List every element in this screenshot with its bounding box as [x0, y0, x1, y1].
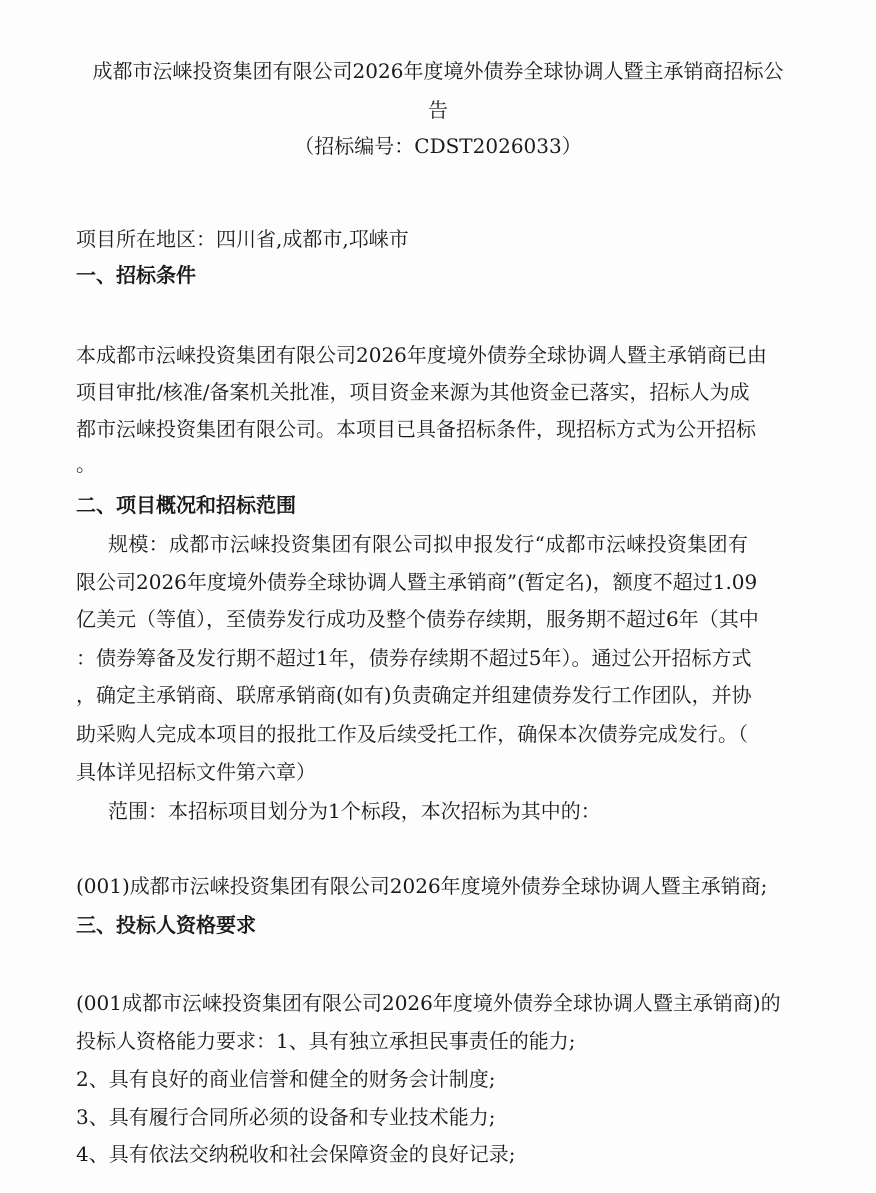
section-2-line-1: 规模：成都市沄崃投资集团有限公司拟申报发行“成都市沄崃投资集团有	[108, 532, 748, 556]
section-heading-1: 一、招标条件	[76, 263, 196, 287]
section-2-scope: 范围：本招标项目划分为1个标段，本次招标为其中的：	[108, 799, 601, 823]
tender-number: （招标编号：CDST2026033）	[294, 134, 582, 158]
section-3-line-3: 2、具有良好的商业信誉和健全的财务会计制度;	[76, 1067, 496, 1091]
section-2-line-2: 限公司2026年度境外债券全球协调人暨主承销商”(暂定名)，额度不超过1.09	[76, 570, 758, 594]
section-2-line-3: 亿美元（等值），至债券发行成功及整个债券存续期，服务期不超过6年（其中	[76, 607, 759, 631]
section-1-line-2: 项目审批/核准/备案机关批准，项目资金来源为其他资金已落实，招标人为成	[76, 380, 750, 404]
document-title-line-2: 告	[428, 98, 448, 122]
section-3-line-2: 投标人资格能力要求：1、具有独立承担民事责任的能力;	[76, 1029, 576, 1053]
section-2-line-4: ：债券筹备及发行期不超过1年，债券存续期不超过5年）。通过公开招标方式	[76, 646, 752, 670]
section-1-line-3: 都市沄崃投资集团有限公司。本项目已具备招标条件，现招标方式为公开招标	[76, 417, 756, 441]
section-2-line-5: ，确定主承销商、联席承销商(如有)负责确定并组建债券发行工作团队，并协	[76, 683, 752, 707]
section-2-line-6: 助采购人完成本项目的报批工作及后续受托工作，确保本次债券完成发行。（	[76, 722, 748, 746]
section-3-line-5: 4、具有依法交纳税收和社会保障资金的良好记录;	[76, 1142, 516, 1166]
section-heading-2: 二、项目概况和招标范围	[76, 493, 296, 517]
section-3-line-4: 3、具有履行合同所必须的设备和专业技术能力;	[76, 1105, 496, 1129]
section-heading-3: 三、投标人资格要求	[76, 913, 256, 937]
section-3-line-1: (001成都市沄崃投资集团有限公司2026年度境外债券全球协调人暨主承销商)的	[76, 991, 781, 1015]
section-1-line-1: 本成都市沄崃投资集团有限公司2026年度境外债券全球协调人暨主承销商已由	[76, 343, 767, 367]
section-2-lot-001: (001)成都市沄崃投资集团有限公司2026年度境外债券全球协调人暨主承销商;	[76, 874, 768, 898]
section-1-line-4: 。	[76, 452, 96, 476]
section-2-line-7: 具体详见招标文件第六章）	[76, 760, 316, 784]
project-location: 项目所在地区：四川省,成都市,邛崃市	[76, 227, 409, 251]
document-title-line-1: 成都市沄崃投资集团有限公司2026年度境外债券全球协调人暨主承销商招标公	[92, 59, 784, 83]
